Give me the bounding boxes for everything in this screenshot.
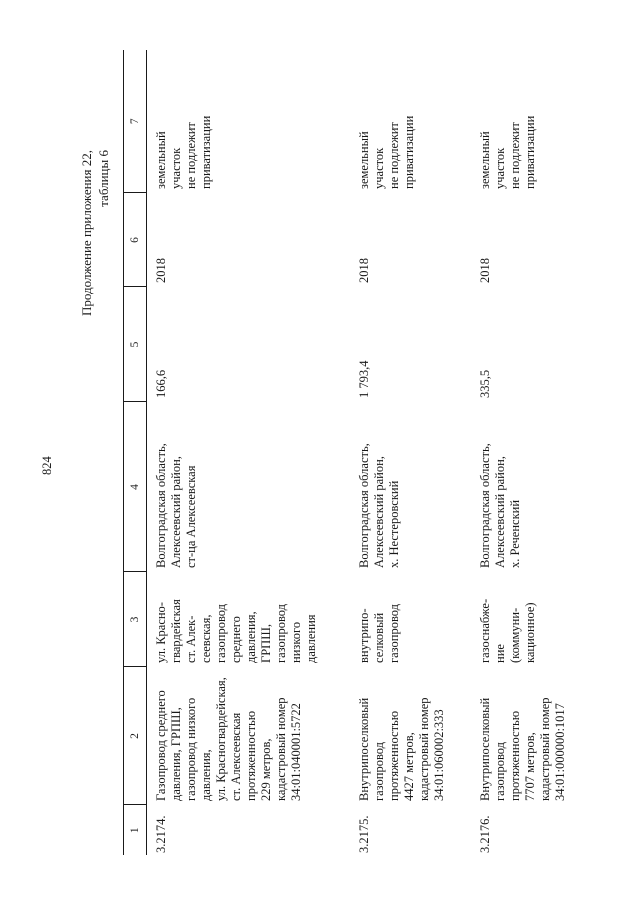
- page-number: 824: [40, 456, 54, 475]
- year: 2018: [356, 258, 371, 283]
- year: 2018: [477, 258, 492, 283]
- table-row: [471, 50, 592, 855]
- land-area: 166,6: [154, 369, 168, 398]
- object-name: Газопровод среднего давления, ГРПШ, газопровод низкого давления, ул. Красногвардейская, ст. Алексеевская протяженностью 229 метров, кадастровый номер 34:01:040001:5722: [154, 677, 303, 801]
- continuation-line-2: таблицы 6: [96, 150, 111, 207]
- column-header-6: 6: [124, 193, 147, 287]
- object-name: Внутрипоселковый газопровод протяженностью 7707 метров, кадастровый номер 34:01:000000:1017: [477, 697, 567, 801]
- land-area: 335,5: [477, 369, 492, 398]
- column-header-4: 4: [124, 402, 147, 572]
- row-number: 3.2176.: [477, 815, 492, 853]
- note: земельный участок не подлежит приватизации: [477, 115, 537, 189]
- land-area: 1 793,4: [356, 360, 371, 398]
- property-table: [123, 50, 592, 855]
- column-header-5: 5: [124, 287, 147, 402]
- object-address: Волгоградская область, Алексеевский район, х. Нестеровский: [356, 443, 401, 568]
- table-row: [147, 50, 350, 855]
- object-purpose: газоснабже- ние (коммуни- кационное): [477, 598, 537, 663]
- continuation-heading: [78, 150, 112, 316]
- object-purpose: ул. Красно- гвардейская ст. Алек- сеевская, газопровод среднего давления, ГРПШ, газопровод низкого давления: [154, 599, 318, 663]
- header-row: [124, 50, 147, 855]
- column-header-1: 1: [124, 805, 147, 855]
- row-number: 3.2174.: [154, 815, 168, 853]
- table-row: [350, 50, 471, 855]
- row-number: 3.2175.: [356, 815, 371, 853]
- column-header-3: 3: [124, 572, 147, 667]
- object-name: Внутрипоселковый газопровод протяженностью 4427 метров, кадастровый номер 34:01:060002:333: [356, 697, 446, 801]
- continuation-line-1: Продолжение приложения 22,: [79, 150, 94, 317]
- column-header-2: 2: [124, 667, 147, 805]
- object-address: Волгоградская область, Алексеевский район, х. Реченский: [477, 443, 522, 568]
- object-purpose: внутрипо- селковый газопровод: [356, 603, 401, 663]
- year: 2018: [154, 258, 168, 283]
- object-address: Волгоградская область, Алексеевский район, ст-ца Алексеевская: [154, 443, 198, 568]
- column-header-7: 7: [124, 50, 147, 193]
- note: земельный участок не подлежит приватизации: [356, 115, 416, 189]
- note: земельный участок не подлежит приватизации: [154, 115, 213, 189]
